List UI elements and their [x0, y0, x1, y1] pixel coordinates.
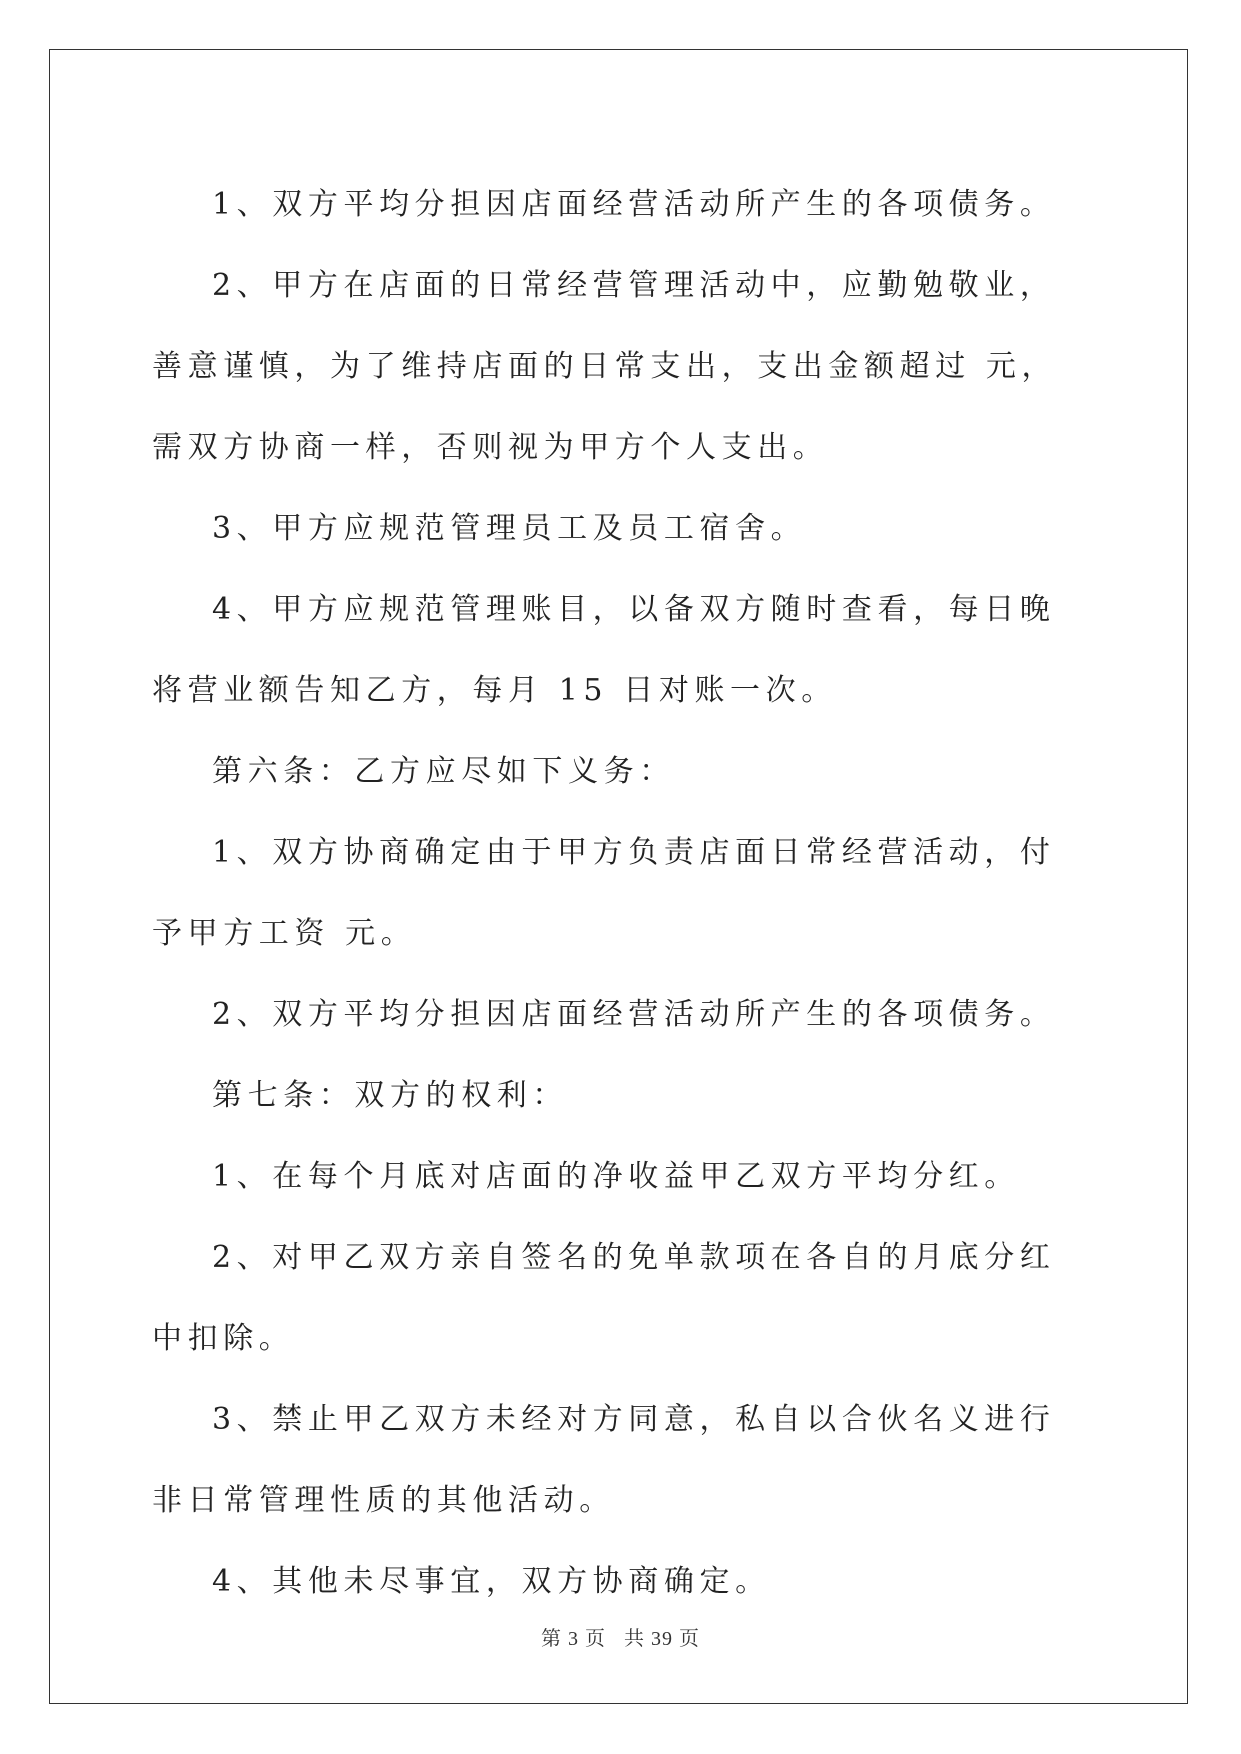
paragraph-staff-management: 3、甲方应规范管理员工及员工宿舍。 — [212, 511, 807, 546]
article-seven-heading: 第七条：双方的权利： — [212, 1078, 568, 1113]
paragraph-prohibited-activities: 3、禁止甲乙双方未经对方同意，私自以合伙名义进行非日常管理性质的其他活动。 — [152, 1402, 1056, 1518]
paragraph-free-order-deduction: 2、对甲乙双方亲自签名的免单款项在各自的月底分红中扣除。 — [152, 1240, 1056, 1356]
page-number: 第 3 页 — [541, 1628, 606, 1650]
paragraph-accounts: 4、甲方应规范管理账目，以备双方随时查看，每日晚将营业额告知乙方，每月 15 日对账一次。 — [152, 592, 1056, 708]
document-body — [152, 164, 1087, 1622]
paragraph-party-a-expenses: 2、甲方在店面的日常经营管理活动中，应勤勉敬业，善意谨慎，为了维持店面的日常支出，支出金额超过 元，需双方协商一样，否则视为甲方个人支出。 — [152, 268, 1058, 465]
paragraph-debt-sharing-2: 2、双方平均分担因店面经营活动所产生的各项债务。 — [212, 997, 1056, 1032]
page-total: 共 39 页 — [624, 1628, 700, 1650]
paragraph-party-a-salary: 1、双方协商确定由于甲方负责店面日常经营活动，付予甲方工资 元。 — [152, 835, 1056, 951]
article-six-heading: 第六条：乙方应尽如下义务： — [212, 754, 675, 789]
paragraph-debt-sharing: 1、双方平均分担因店面经营活动所产生的各项债务。 — [212, 187, 1056, 222]
page-footer — [0, 1622, 1241, 1651]
paragraph-other-matters: 4、其他未尽事宜，双方协商确定。 — [212, 1564, 771, 1599]
paragraph-monthly-dividend: 1、在每个月底对店面的净收益甲乙双方平均分红。 — [212, 1159, 1020, 1194]
